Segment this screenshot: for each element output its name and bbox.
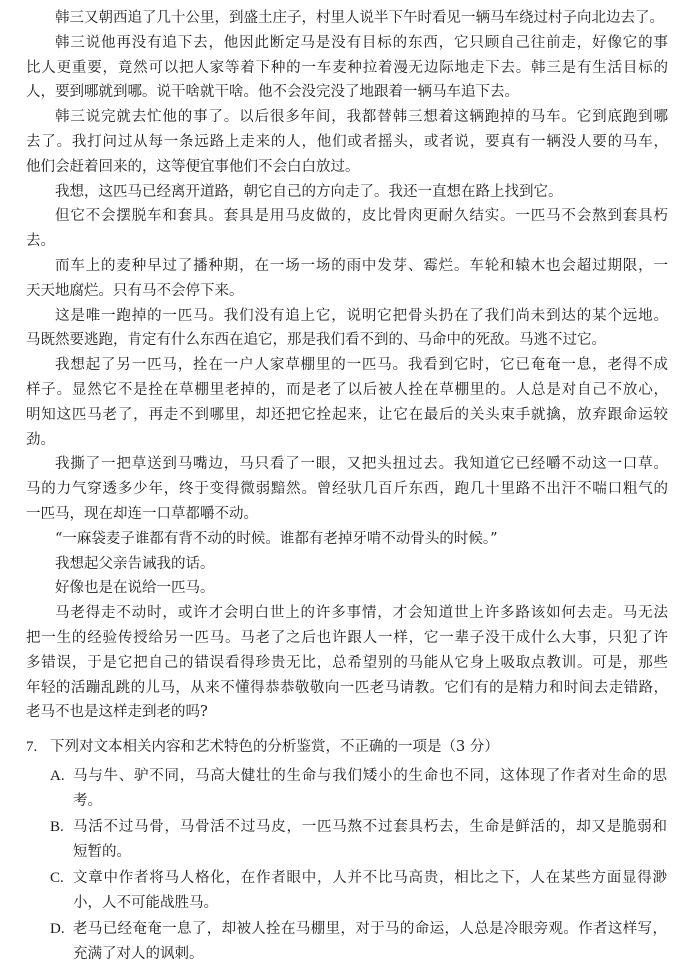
passage-paragraph bbox=[26, 254, 668, 304]
text-line: 我撕了一把草送到马嘴边，马只看了一眼，又把头扭过去。我知道它已经嚼不动这一口草。 bbox=[55, 456, 668, 473]
text-line: 马既然要逃跑，肯定有什么东西在追它，那是我们看不到的、马命中的死敌。马逃不过它。 bbox=[26, 332, 606, 349]
passage-paragraph bbox=[26, 31, 668, 105]
option-d bbox=[0, 917, 693, 966]
text-line: 韩三说完就去忙他的事了。以后很多年间，我都替韩三想着这辆跑掉的马车。它到底跑到哪 bbox=[55, 109, 668, 126]
option-a bbox=[0, 764, 693, 813]
option-text-line: 考。 bbox=[73, 792, 102, 809]
text-line: 多错误，于是它把自己的错误看得珍贵无比，总希望别的马能从它身上吸取点教训。可是，那些 bbox=[26, 654, 668, 671]
text-line: 马老得走不动时，或许才会明白世上的许多事情，才会知道世上许多路该如何去走。马无法 bbox=[55, 605, 668, 622]
question-text: 下列对文本相关内容和艺术特色的分析鉴赏，不正确的一项是（3 分） bbox=[50, 739, 499, 755]
question-number: 7. bbox=[26, 739, 38, 755]
option-text-line: 充满了对人的讽刺。 bbox=[73, 945, 204, 962]
option-label: C. bbox=[50, 870, 64, 886]
text-line: 天天地腐烂。只有马不会停下来。 bbox=[26, 282, 244, 299]
option-text bbox=[73, 917, 667, 966]
text-line: 这是唯一跑掉的一匹马。我们没有追上它，说明它把骨头扔在了我们尚未到达的某个远地。 bbox=[55, 307, 668, 324]
text-line: 老马不也是这样走到老的吗? bbox=[26, 704, 208, 721]
text-line: 韩三说他再没有追下去，他因此断定马是没有目标的东西，它只顾自己往前走，好像它的事 bbox=[55, 34, 668, 51]
passage-paragraph bbox=[26, 6, 668, 31]
option-text bbox=[73, 866, 667, 915]
text-line: 马的力气穿透多少年，终于变得微弱黯然。曾经驮几百斤东西，跑几十里路不出汗不喘口粗气的 bbox=[26, 481, 668, 498]
passage-paragraph bbox=[26, 576, 668, 601]
option-c bbox=[0, 866, 693, 915]
text-line: 而车上的麦种早过了播种期，在一场一场的雨中发芽、霉烂。车轮和辕木也会超过期限，一 bbox=[55, 257, 668, 274]
text-line: 我想起父亲告诫我的话。 bbox=[55, 555, 215, 572]
option-label: D. bbox=[50, 921, 65, 937]
text-line: 样子。显然它不是拴在草棚里老掉的，而是老了以后被人拴在草棚里的。人总是对自己不放心， bbox=[26, 381, 668, 398]
passage-paragraph bbox=[26, 353, 668, 452]
text-line: 他们会赶着回来的，这等便宜事他们不会白白放过。 bbox=[26, 158, 360, 175]
text-line: 去了。我打问过从每一条远路上走来的人，他们或者摇头，或者说，要真有一辆没人要的马车， bbox=[26, 133, 668, 150]
text-line: 韩三又朝西追了几十公里，到盛土庄子，村里人说半下午时看见一辆马车绕过村子向北边去了。 bbox=[55, 10, 664, 26]
text-line: 把一生的经验传授给另一匹马。马老了之后也许跟人一样，它一辈子没干成什么大事，只犯了许 bbox=[26, 629, 668, 646]
passage-paragraph bbox=[26, 180, 668, 205]
option-text-line: 短暂的。 bbox=[73, 843, 131, 860]
reading-passage bbox=[26, 6, 668, 725]
text-line: 但它不会摆脱车和套具。套具是用马皮做的，皮比骨肉更耐久结实。一匹马不会熬到套具朽 bbox=[55, 208, 668, 225]
text-line: 我想，这匹马已经离开道路，朝它自己的方向走了。我还一直想在路上找到它。 bbox=[55, 183, 563, 200]
passage-paragraph bbox=[26, 204, 668, 254]
text-line: 明知这匹马老了，再走不到哪里，却还把它拴起来，让它在最后的关头束手就擒，放弃跟命运较 bbox=[26, 406, 668, 423]
text-line: 人，要到哪就到哪。说干啥就干啥。他不会没完没了地跟着一辆马车追下去。 bbox=[26, 84, 519, 101]
text-line: 好像也是在说给一匹马。 bbox=[55, 580, 215, 597]
option-text-line: 文章中作者将马人格化，在作者眼中，人并不比马高贵，相比之下，人在某些方面显得渺 bbox=[73, 870, 667, 886]
passage-paragraph bbox=[26, 552, 668, 577]
text-line: 年轻的活蹦乱跳的儿马，从来不懂得恭恭敬敬向一匹老马请教。它们有的是精力和时间去走错路， bbox=[26, 679, 668, 696]
text-line: 去。 bbox=[26, 233, 55, 250]
option-label: A. bbox=[50, 768, 65, 784]
text-line: 我想起了另一匹马，拴在一户人家草棚里的一匹马。我看到它时，它已奄奄一息，老得不成 bbox=[55, 357, 668, 374]
text-line: “一麻袋麦子谁都有背不动的时候。谁都有老掉牙啃不动骨头的时候。” bbox=[55, 530, 498, 547]
text-line: 劲。 bbox=[26, 431, 55, 448]
option-text bbox=[73, 764, 667, 813]
option-text-line: 马活不过马骨，马骨活不过马皮，一匹马熬不过套具朽去，生命是鲜活的，却又是脆弱和 bbox=[73, 819, 667, 835]
option-text-line: 马与牛、驴不同，马高大健壮的生命与我们矮小的生命也不同，这体现了作者对生命的思 bbox=[73, 768, 667, 784]
option-label: B. bbox=[50, 819, 64, 835]
option-text-line: 老马已经奄奄一息了，却被人拴在马棚里，对于马的命运，人总是冷眼旁观。作者这样写， bbox=[73, 921, 667, 937]
passage-paragraph bbox=[26, 105, 668, 179]
option-text-line: 小，人不可能战胜马。 bbox=[73, 894, 218, 911]
passage-paragraph bbox=[26, 601, 668, 725]
option-b bbox=[0, 815, 693, 864]
text-line: 比人更重要，竟然可以把人家等着下种的一车麦种拉着漫无边际地走下去。韩三是有生活目标的 bbox=[26, 59, 668, 76]
text-line: 一匹马，现在却连一口草都嚼不动。 bbox=[26, 505, 258, 522]
passage-paragraph bbox=[26, 304, 668, 354]
option-text bbox=[73, 815, 667, 864]
answer-options bbox=[0, 764, 693, 968]
passage-paragraph bbox=[26, 527, 668, 552]
passage-paragraph bbox=[26, 452, 668, 526]
question-7 bbox=[26, 735, 668, 759]
